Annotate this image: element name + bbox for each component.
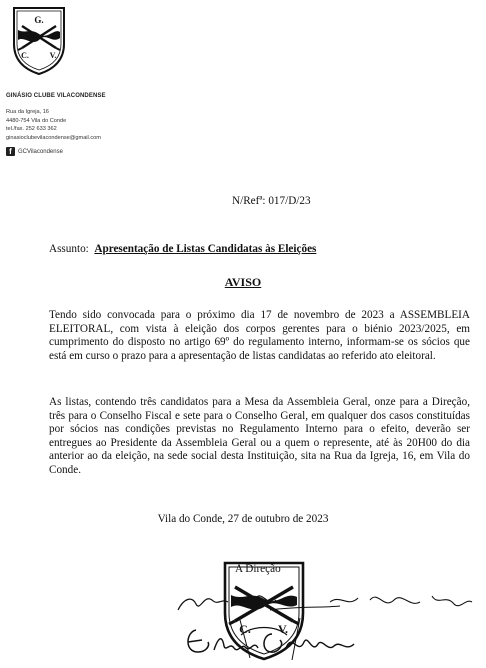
facebook-handle: GCVilacondense [18, 148, 63, 155]
address-postal: 4480-754 Vila do Conde [6, 117, 67, 124]
place-date: Vila do Conde, 27 de outubro de 2023 [157, 513, 329, 525]
signature-2 [180, 612, 360, 664]
subject-text: Apresentação de Listas Candidatas às Eleições [94, 243, 317, 255]
notice-heading: AVISO [224, 275, 262, 289]
facebook-link[interactable] [6, 147, 63, 156]
stamp-letter-v: V. [277, 622, 289, 636]
logo-letter-v: V. [49, 51, 57, 60]
document-reference: N/Refª: 017/D/23 [232, 195, 311, 207]
subject-line [49, 243, 316, 255]
paragraph-1: Tendo sido convocada para o próximo dia 17 de novembro de 2023 a ASSEMBLEIA ELEITORAL, com vista à eleição dos corpos gerentes para o biénio 2023/2025, em cumprimento do disposto no artigo 69º do regulamento interno, informam-se os sócios que está em curso o prazo para a apresentação de listas candidatas ao referido ato eleitoral. [49, 309, 470, 362]
club-address [6, 108, 101, 142]
paragraph-2: As listas, contendo três candidatos para a Mesa da Assembleia Geral, onze para a Direção, três para o Conselho Fiscal e sete para o Conselho Geral, em qualquer dos casos constituídas por sócios nas condições previstas no Regulamento Interno para o efeito, deverão ser entregues ao Presidente da Assembleia Geral ou a quem o represente, até às 20H00 do dia anterior ao da eleição, na sede social desta Instituição, sita na Rua da Igreja, 16, em Vila do Conde. [49, 396, 470, 476]
club-name: GINÁSIO CLUBE VILACONDENSE [6, 93, 106, 99]
address-street: Rua da Igreja, 16 [6, 109, 49, 115]
logo-letter-c: C. [21, 51, 29, 60]
signatory: A Direção [235, 563, 281, 575]
logo-letter-g: G. [34, 15, 44, 25]
subject-label: Assunto: [49, 243, 89, 255]
address-email: ginasioclubevilacondense@gmail.com [6, 134, 101, 141]
stamp-letter-c: C. [239, 622, 251, 636]
club-logo [8, 4, 70, 76]
address-phone: tel./fax. 252 633 362 [6, 126, 57, 133]
facebook-icon: f [6, 147, 15, 156]
